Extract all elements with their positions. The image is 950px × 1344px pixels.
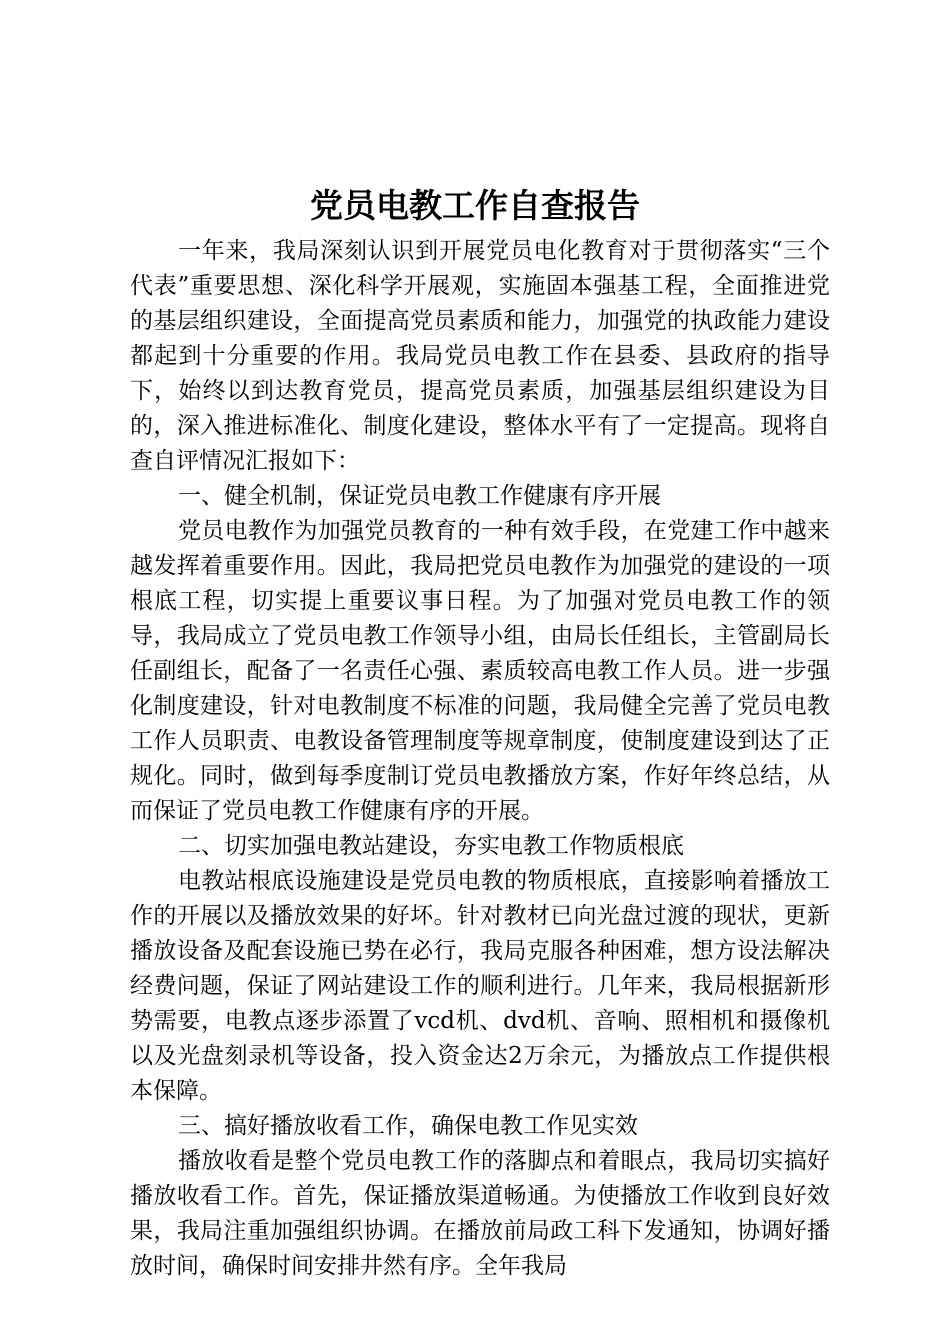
section-paragraph-1: 党员电教作为加强党员教育的一种有效手段，在党建工作中越来越发挥着重要作用。因此，我局把党员电教作为加强党的建设的一项根底工程，切实提上重要议事日程。为了加强对党员电教工作的领导，我局成立了党员电教工作领导小组，由局长任组长，主管副局长任副组长，配备了一名责任心强、素质较高电教工作人员。进一步强化制度建设，针对电教制度不标准的问题，我局健全完善了党员电教工作人员职责、电教设备管理制度等规章制度，使制度建设到达了正规化。同时，做到每季度制订党员电教播放方案，作好年终总结，从而保证了党员电教工作健康有序的开展。 <box>130 518 830 824</box>
section-heading-3: 三、搞好播放收看工作，确保电教工作见实效 <box>178 1113 638 1139</box>
section-heading-1: 一、健全机制，保证党员电教工作健康有序开展 <box>178 483 661 509</box>
document-title: 党员电教工作自查报告 <box>310 186 640 225</box>
section-paragraph-3: 播放收看是整个党员电教工作的落脚点和着眼点，我局切实搞好播放收看工作。首先，保证播放渠道畅通。为使播放工作收到良好效果，我局注重加强组织协调。在播放前局政工科下发通知，协调好播放时间，确保时间安排井然有序。全年我局 <box>130 1148 830 1279</box>
document-body <box>130 234 830 1284</box>
section-paragraph-2: 电教站根底设施建设是党员电教的物质根底，直接影响着播放工作的开展以及播放效果的好坏。针对教材已向光盘过渡的现状，更新播放设备及配套设施已势在必行，我局克服各种困难，想方设法解决经费问题，保证了网站建设工作的顺利进行。几年来，我局根据新形势需要，电教点逐步添置了vcd机、dvd机、音响、照相机和摄像机以及光盘刻录机等设备，投入资金达2万余元，为播放点工作提供根本保障。 <box>130 868 830 1104</box>
intro-paragraph: 一年来，我局深刻认识到开展党员电化教育对于贯彻落实“三个代表”重要思想、深化科学开展观，实施固本强基工程，全面推进党的基层组织建设，全面提高党员素质和能力，加强党的执政能力建设都起到十分重要的作用。我局党员电教工作在县委、县政府的指导下，始终以到达教育党员，提高党员素质，加强基层组织建设为目的，深入推进标准化、制度化建设，整体水平有了一定提高。现将自查自评情况汇报如下： <box>130 238 830 474</box>
section-heading-2: 二、切实加强电教站建设，夯实电教工作物质根底 <box>178 833 684 859</box>
